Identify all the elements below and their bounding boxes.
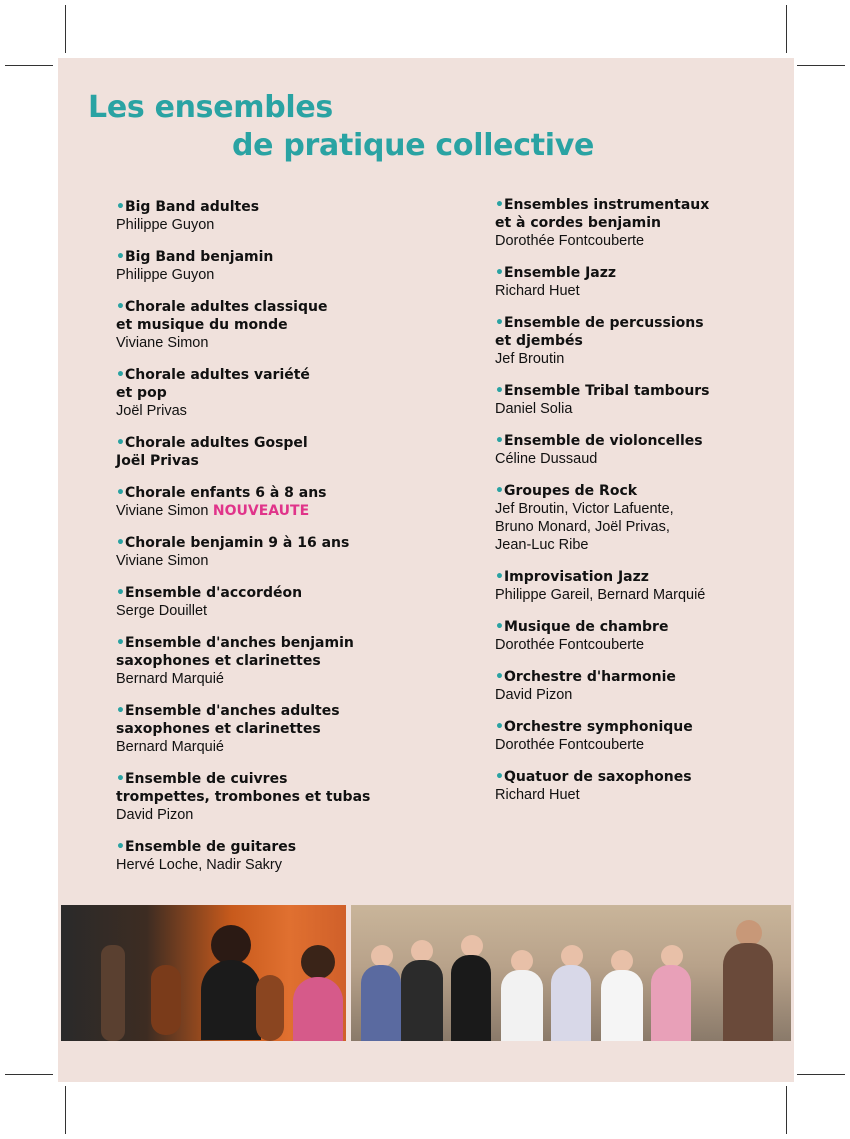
ensemble-leader (116, 502, 416, 520)
ensemble-name-text: Improvisation Jazz (503, 569, 649, 585)
bullet-icon: • (116, 199, 125, 215)
ensemble-leader (495, 736, 795, 754)
ensemble-name-text: Orchestre symphonique (503, 719, 693, 735)
ensemble-name (116, 298, 416, 334)
ensemble-name-text: Ensemble de cuivres trompettes, trombones et tubas (116, 771, 371, 805)
ensemble-leader-text: Philippe Guyon (116, 217, 215, 233)
ensemble-leader (116, 806, 416, 824)
crop-mark (797, 1074, 845, 1075)
ensemble-name-text: Orchestre d'harmonie (503, 669, 676, 685)
ensemble-name (495, 264, 795, 282)
bullet-icon: • (116, 703, 125, 719)
ensemble-name (495, 618, 795, 636)
ensemble-leader-text: Richard Huet (495, 283, 580, 299)
ensemble-item (495, 482, 795, 554)
ensembles-list-left (116, 198, 416, 888)
ensemble-leader (116, 670, 416, 688)
ensemble-leader-text: Philippe Gareil, Bernard Marquié (495, 587, 706, 603)
ensemble-item (116, 434, 416, 470)
ensemble-leader (116, 552, 416, 570)
page-title-line2: de pratique collective (232, 128, 595, 163)
ensemble-leader-text: Dorothée Fontcouberte (495, 233, 645, 249)
ensemble-name (495, 382, 795, 400)
ensemble-leader (495, 400, 795, 418)
ensemble-item (116, 366, 416, 420)
ensemble-name (495, 314, 795, 350)
bullet-icon: • (495, 197, 504, 213)
ensemble-leader-text: Jef Broutin (495, 351, 565, 367)
ensemble-item (116, 198, 416, 234)
ensemble-name (116, 534, 416, 552)
ensemble-name-text: Ensemble d'anches adultes saxophones et clarinettes (116, 703, 340, 737)
ensemble-leader-text: Bernard Marquié (116, 739, 224, 755)
bullet-icon: • (495, 619, 504, 635)
ensemble-item (495, 382, 795, 418)
ensemble-name-text: Musique de chambre (503, 619, 669, 635)
ensemble-name-text: Ensembles instrumentaux et à cordes benjamin (495, 197, 710, 231)
ensemble-leader (495, 586, 795, 604)
ensemble-leader-text: David Pizon (495, 687, 573, 703)
ensemble-name-text: Ensemble de guitares (124, 839, 297, 855)
bullet-icon: • (116, 771, 125, 787)
bullet-icon: • (116, 435, 125, 451)
ensemble-item (116, 634, 416, 688)
ensemble-name-text: Chorale benjamin 9 à 16 ans (124, 535, 350, 551)
ensemble-leader-text: Viviane Simon (116, 553, 209, 569)
ensemble-name-text: Chorale adultes classique et musique du monde (116, 299, 328, 333)
crop-mark (5, 1074, 53, 1075)
ensemble-name-text: Chorale adultes Gospel Joël Privas (116, 435, 308, 469)
bullet-icon: • (116, 485, 125, 501)
ensemble-name-text: Chorale adultes variété et pop (116, 367, 310, 401)
bullet-icon: • (116, 839, 125, 855)
children-choir-photo (351, 905, 791, 1041)
ensemble-leader (495, 786, 795, 804)
ensemble-leader (116, 402, 416, 420)
ensemble-name-text: Ensemble Tribal tambours (503, 383, 710, 399)
ensemble-name-text: Chorale enfants 6 à 8 ans (124, 485, 327, 501)
ensemble-item (495, 668, 795, 704)
ensemble-leader-text: Dorothée Fontcouberte (495, 737, 645, 753)
ensemble-leader-text: Céline Dussaud (495, 451, 598, 467)
ensemble-name-text: Ensemble de percussions et djembés (495, 315, 704, 349)
ensemble-leader (116, 602, 416, 620)
bullet-icon: • (495, 265, 504, 281)
ensemble-name-text: Groupes de Rock (503, 483, 638, 499)
ensemble-leader (116, 266, 416, 284)
ensemble-name (495, 482, 795, 500)
page (58, 58, 794, 1082)
ensemble-item (116, 584, 416, 620)
bullet-icon: • (495, 769, 504, 785)
crop-mark (797, 65, 845, 66)
ensemble-name-text: Ensemble d'accordéon (124, 585, 303, 601)
ensemble-item (116, 248, 416, 284)
ensemble-leader (495, 686, 795, 704)
ensemble-leader (495, 450, 795, 468)
ensemble-name (495, 432, 795, 450)
bullet-icon: • (116, 535, 125, 551)
ensemble-leader-text: Philippe Guyon (116, 267, 215, 283)
ensemble-item (495, 264, 795, 300)
ensemble-leader-text: Viviane Simon (116, 503, 209, 519)
ensemble-name (116, 838, 416, 856)
bullet-icon: • (495, 433, 504, 449)
ensemble-name-text: Big Band benjamin (124, 249, 274, 265)
ensemble-leader-text: Viviane Simon (116, 335, 209, 351)
crop-mark (65, 5, 66, 53)
ensemble-name-text: Ensemble d'anches benjamin saxophones et clarinettes (116, 635, 354, 669)
ensemble-name-text: Big Band adultes (124, 199, 260, 215)
ensemble-name (116, 198, 416, 216)
ensemble-name (116, 484, 416, 502)
ensemble-item (495, 314, 795, 368)
ensemble-leader-text: David Pizon (116, 807, 194, 823)
ensemble-item (495, 196, 795, 250)
ensemble-name (495, 568, 795, 586)
ensemble-item (495, 768, 795, 804)
orchestra-photo (61, 905, 346, 1041)
ensemble-leader-text: Joël Privas (116, 403, 187, 419)
ensemble-item (495, 618, 795, 654)
ensemble-leader (495, 636, 795, 654)
ensemble-name (116, 434, 416, 470)
ensemble-leader-text: Richard Huet (495, 787, 580, 803)
crop-mark (65, 1086, 66, 1134)
bullet-icon: • (116, 585, 125, 601)
ensemble-item (116, 702, 416, 756)
ensemble-leader (495, 232, 795, 250)
ensemble-item (116, 534, 416, 570)
ensemble-leader (116, 738, 416, 756)
ensemble-leader-text: Daniel Solia (495, 401, 573, 417)
ensemble-item (495, 568, 795, 604)
bullet-icon: • (495, 569, 504, 585)
crop-mark (786, 5, 787, 53)
ensemble-leader-text: Jef Broutin, Victor Lafuente, Bruno Monard, Joël Privas, Jean-Luc Ribe (495, 501, 674, 553)
bullet-icon: • (116, 367, 125, 383)
ensemble-item (495, 432, 795, 468)
ensemble-leader-text: Dorothée Fontcouberte (495, 637, 645, 653)
ensembles-list-right (495, 196, 795, 818)
ensemble-name-text: Ensemble de violoncelles (503, 433, 703, 449)
ensemble-name-text: Ensemble Jazz (503, 265, 617, 281)
ensemble-leader (495, 500, 795, 554)
ensemble-item (116, 838, 416, 874)
ensemble-name (116, 366, 416, 402)
ensemble-leader-text: Hervé Loche, Nadir Sakry (116, 857, 283, 873)
ensemble-name (116, 702, 416, 738)
bullet-icon: • (495, 483, 504, 499)
bullet-icon: • (495, 383, 504, 399)
ensemble-item (495, 718, 795, 754)
ensemble-leader-text: Serge Douillet (116, 603, 208, 619)
crop-mark (786, 1086, 787, 1134)
ensemble-name (495, 196, 795, 232)
bullet-icon: • (495, 315, 504, 331)
ensemble-item (116, 484, 416, 520)
ensemble-item (116, 770, 416, 824)
page-title-line1: Les ensembles (88, 90, 333, 125)
ensemble-name (495, 768, 795, 786)
ensemble-name (116, 634, 416, 670)
ensemble-item (116, 298, 416, 352)
ensemble-name-text: Quatuor de saxophones (503, 769, 692, 785)
ensemble-leader (116, 216, 416, 234)
new-badge: NOUVEAUTE (212, 503, 310, 519)
ensemble-leader (116, 856, 416, 874)
bullet-icon: • (495, 669, 504, 685)
crop-mark (5, 65, 53, 66)
bullet-icon: • (116, 635, 125, 651)
ensemble-name (116, 770, 416, 806)
ensemble-leader (495, 282, 795, 300)
ensemble-leader (116, 334, 416, 352)
ensemble-name (116, 584, 416, 602)
ensemble-name (116, 248, 416, 266)
ensemble-name (495, 718, 795, 736)
bullet-icon: • (116, 249, 125, 265)
ensemble-leader-text: Bernard Marquié (116, 671, 224, 687)
bullet-icon: • (495, 719, 504, 735)
bullet-icon: • (116, 299, 125, 315)
ensemble-leader (495, 350, 795, 368)
ensemble-name (495, 668, 795, 686)
